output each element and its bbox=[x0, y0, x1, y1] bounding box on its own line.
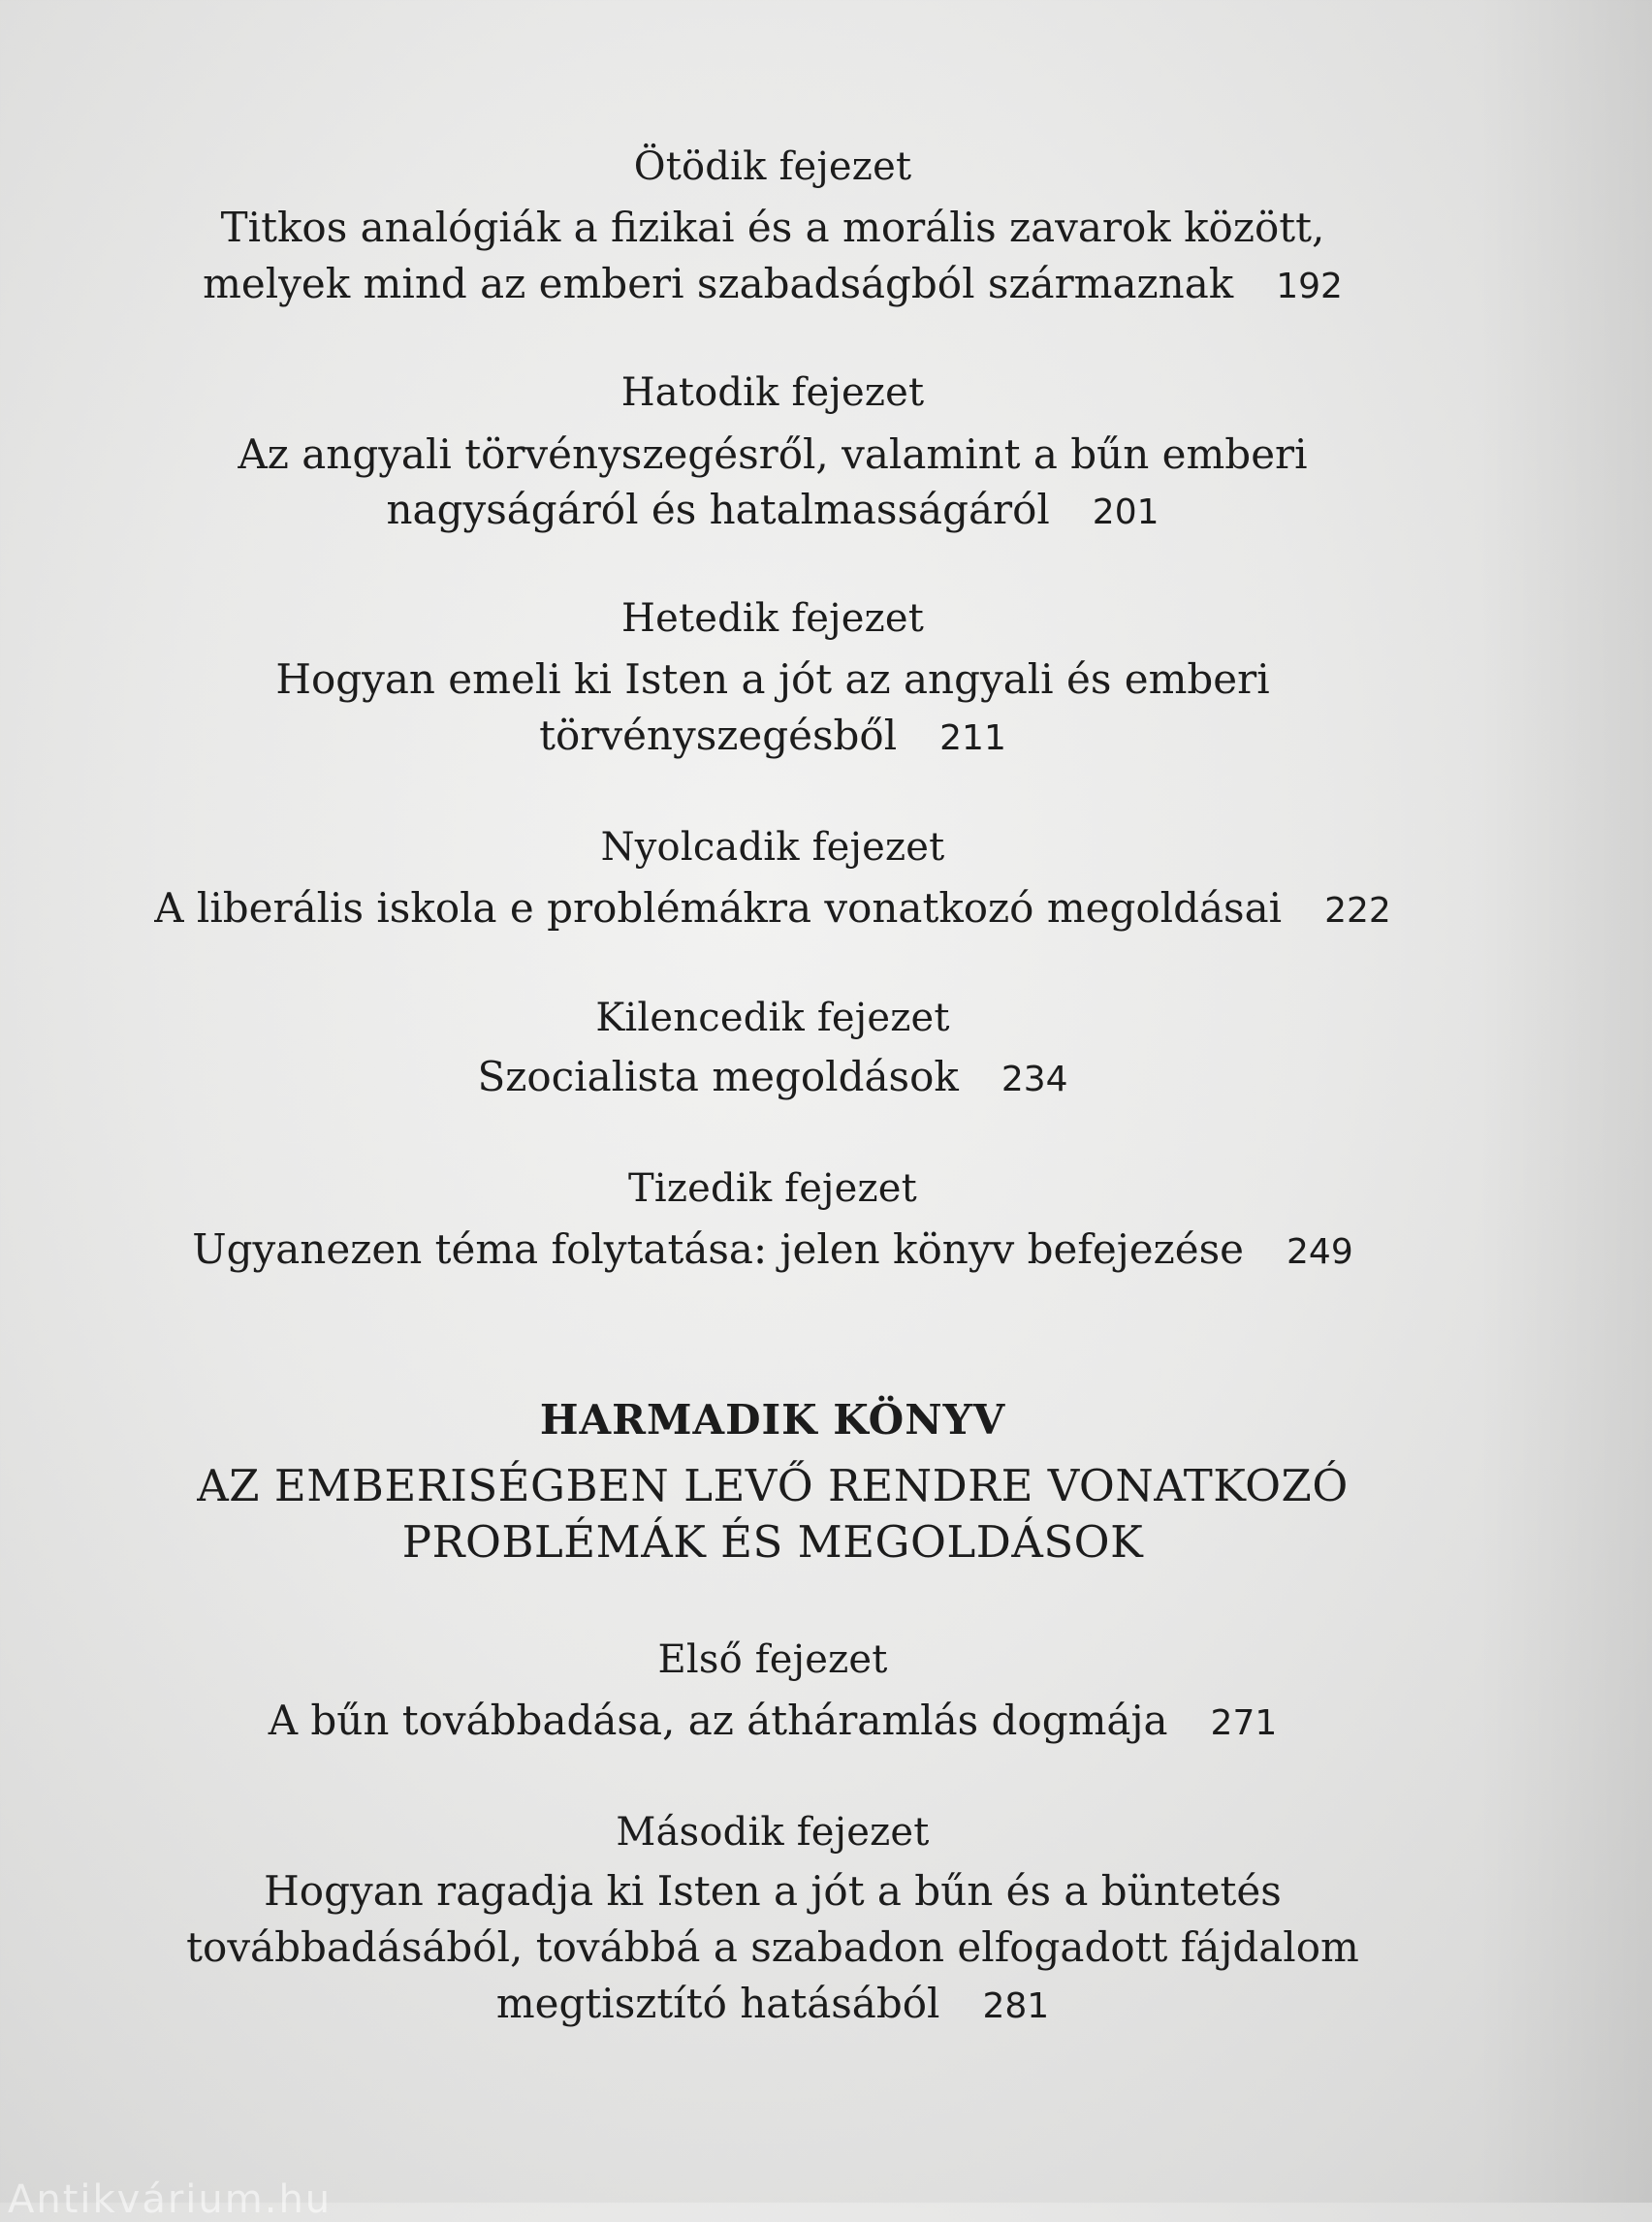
chapter-title: továbbadásából, továbbá a szabadon elfogadott fájdalom bbox=[186, 1923, 1359, 1971]
chapter-label: Ötödik fejezet bbox=[633, 144, 912, 189]
page-number: 249 bbox=[1287, 1232, 1353, 1272]
chapter-title: Titkos analógiák a fizikai és a morális zavarok között, bbox=[220, 204, 1325, 251]
chapter-title-with-page bbox=[0, 712, 1545, 759]
chapter-label: Nyolcadik fejezet bbox=[600, 825, 945, 870]
chapter-title-with-page bbox=[0, 1980, 1545, 2027]
page-number: 211 bbox=[939, 718, 1006, 758]
page-number: 201 bbox=[1092, 492, 1160, 532]
chapter-title-with-page bbox=[0, 1225, 1545, 1273]
chapter-title-with-page bbox=[0, 260, 1545, 307]
page-number: 234 bbox=[1001, 1060, 1068, 1099]
chapter-title-with-page bbox=[0, 486, 1545, 533]
page-number: 281 bbox=[982, 1986, 1050, 2026]
page-number: 222 bbox=[1324, 891, 1391, 931]
chapter-label: Második fejezet bbox=[616, 1810, 930, 1855]
chapter-title: A bűn továbbadása, az átháramlás dogmája bbox=[268, 1697, 1168, 1744]
chapter-title-with-page bbox=[0, 1053, 1545, 1100]
chapter-title: törvényszegésből bbox=[539, 712, 898, 759]
chapter-title-with-page bbox=[0, 884, 1545, 932]
chapter-title-with-page bbox=[0, 1697, 1545, 1744]
page-number: 192 bbox=[1276, 267, 1343, 306]
watermark: Antikvárium.hu bbox=[8, 2177, 333, 2222]
chapter-title: nagyságáról és hatalmasságáról bbox=[386, 486, 1050, 533]
chapter-label: Hatodik fejezet bbox=[620, 370, 925, 415]
book-title: PROBLÉMÁK ÉS MEGOLDÁSOK bbox=[401, 1516, 1144, 1568]
book-title: AZ EMBERISÉGBEN LEVŐ RENDRE VONATKOZÓ bbox=[197, 1460, 1349, 1511]
chapter-title: Az angyali törvényszegésről, valamint a bűn emberi bbox=[238, 430, 1308, 478]
chapter-title: Hogyan emeli ki Isten a jót az angyali és emberi bbox=[275, 655, 1270, 703]
chapter-title: Szocialista megoldások bbox=[477, 1053, 959, 1100]
book-heading: HARMADIK KÖNYV bbox=[539, 1396, 1006, 1444]
chapter-title: megtisztító hatásából bbox=[495, 1980, 940, 2027]
chapter-label: Első fejezet bbox=[657, 1637, 888, 1682]
chapter-label: Kilencedik fejezet bbox=[595, 996, 950, 1040]
chapter-title: A liberális iskola e problémákra vonatkozó megoldásai bbox=[154, 884, 1283, 932]
page-number: 271 bbox=[1210, 1703, 1278, 1743]
chapter-title: Hogyan ragadja ki Isten a jót a bűn és a büntetés bbox=[264, 1867, 1282, 1915]
chapter-title: melyek mind az emberi szabadságból származnak bbox=[203, 260, 1234, 307]
chapter-label: Tizedik fejezet bbox=[628, 1166, 917, 1211]
chapter-label: Hetedik fejezet bbox=[620, 596, 925, 641]
chapter-title: Ugyanezen téma folytatása: jelen könyv befejezése bbox=[192, 1225, 1245, 1273]
